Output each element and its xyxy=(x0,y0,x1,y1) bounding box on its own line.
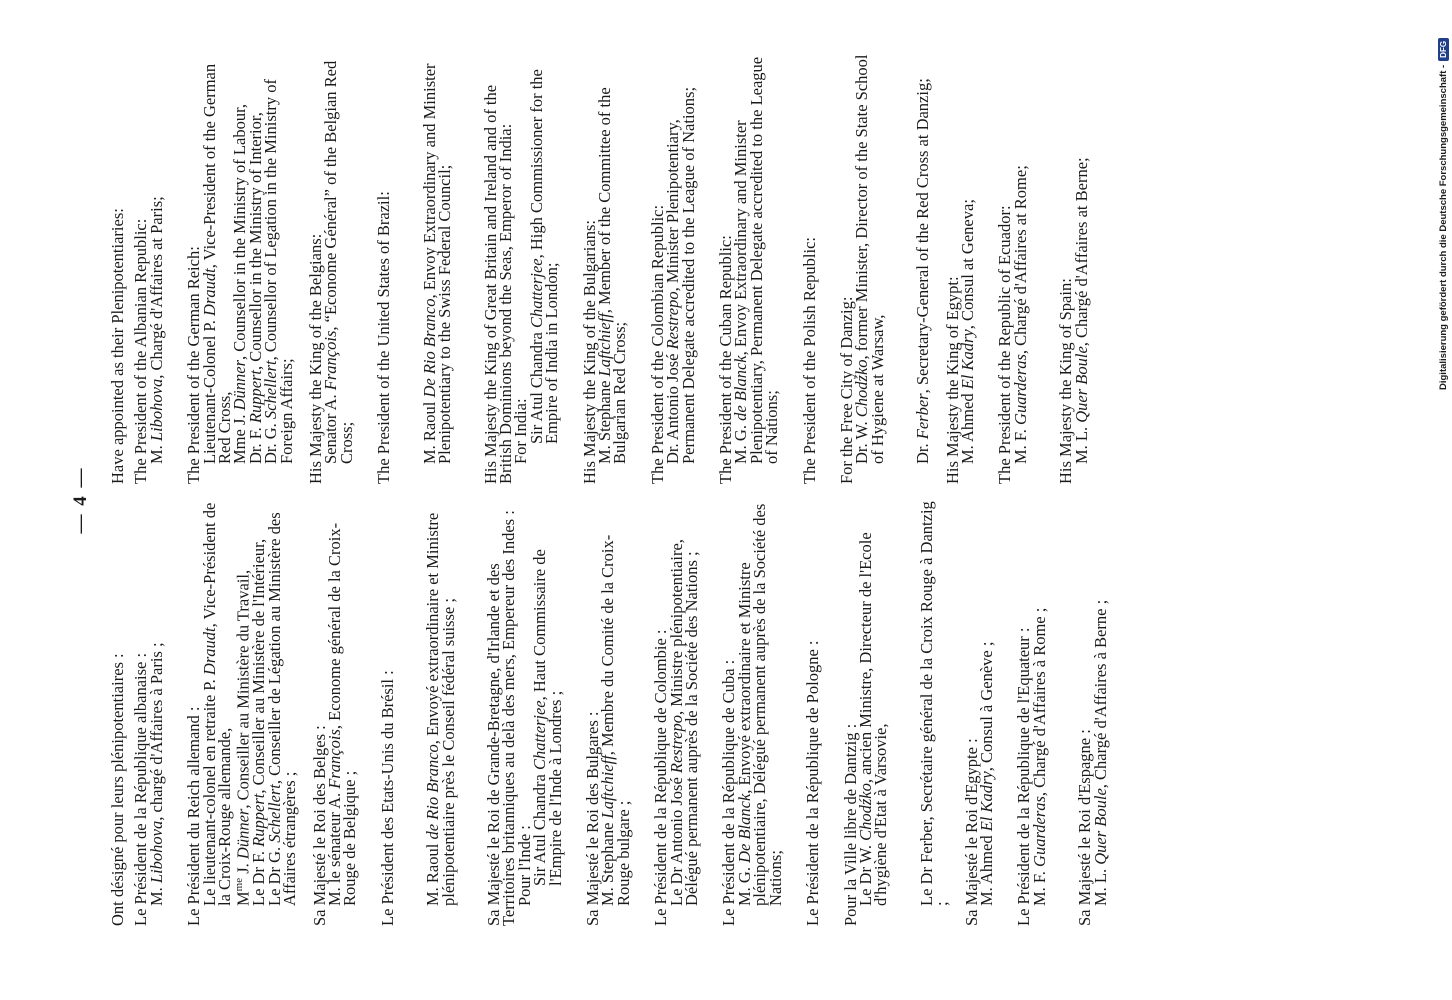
english-entry xyxy=(913,54,933,484)
french-entry-line: Le Dr Ferber, Secrétaire général de la Croix Rouge à Dantzig ; xyxy=(916,501,952,906)
french-entry-line: M. Libohova, chargé d'Affaires à Paris ; xyxy=(146,642,166,906)
english-entry xyxy=(839,54,885,484)
page-number: — 4 — xyxy=(70,466,91,534)
french-entry-head: Le Président du Reich allemand : xyxy=(184,706,204,926)
english-entry xyxy=(480,54,562,484)
english-entry-line: Dr. W. Chodźko, former Minister, Director of the State School of Hygiene at Warsaw, xyxy=(852,54,887,464)
english-entry xyxy=(419,54,455,484)
english-entries xyxy=(133,54,1089,484)
english-entry xyxy=(308,54,354,484)
french-entry-head: Sa Majesté le Roi des Bulgares : xyxy=(583,711,603,926)
french-entry xyxy=(133,496,164,926)
french-entry xyxy=(377,496,397,926)
english-entry-head: The President of the German Reich: xyxy=(184,246,204,484)
english-entry-head: The President of the Republic of Ecuador: xyxy=(995,205,1015,484)
english-entry xyxy=(1058,54,1089,484)
french-entry xyxy=(425,496,456,926)
french-entry-head: Sa Majesté le Roi de Grande-Bretagne, d'Irlande et des Territoires britanniques au delà des mers, Empereur des Indes : xyxy=(484,510,519,926)
french-entry-line: Sir Atul Chandra Chatterjee, Haut Commissaire de l'Empire de l'Inde à Londres ; xyxy=(530,549,565,886)
english-entry-head: His Majesty the King of Great Britain and Ireland and of the British Dominions beyond the Seas, Emperor of India: xyxy=(480,84,515,484)
french-entry xyxy=(585,496,631,926)
french-intro: Ont désigné pour leurs plénipotentiaires : xyxy=(108,653,127,926)
french-entry-head: Le Président de la République albanaise : xyxy=(131,652,151,926)
english-entry-line: Sir Atul Chandra Chatterjee, High Commissioner for the Empire of India in London; xyxy=(526,69,562,444)
french-entry-head: Sa Majesté le Roi des Belges : xyxy=(309,725,329,926)
english-entry xyxy=(997,54,1028,484)
english-entry-line: Dr. F. Ruppert, Counsellor in the Ministry of Interior, xyxy=(245,112,265,464)
digitization-watermark xyxy=(1414,10,1449,390)
french-entry xyxy=(1016,496,1047,926)
english-entry-line: Dr. Antonio José Restrepo, Minister Plenipotentiary, Permanent Delegate accredited to the League of Nations; xyxy=(663,86,698,464)
watermark-text: Digitalisierung gefördert durch die Deutsche Forschungsgemeinschaft - xyxy=(1437,64,1449,390)
french-entry xyxy=(916,496,952,926)
french-entry-head: Le Président de la République de Cuba : xyxy=(719,659,739,926)
french-entry-line: Le Dr Antonio José Restrepo, Ministre plénipotentiaire, Délégué permanent auprès de la Société des Nations ; xyxy=(666,539,702,906)
french-entry-head: Le Président de la République de l'Equateur : xyxy=(1014,627,1034,926)
french-entry xyxy=(803,496,823,926)
french-entry-line: Le lieutenant-colonel en retraite P. Draudt, Vice-Président de la Croix-Rouge allemande, xyxy=(199,502,235,906)
english-entry-line: M. L. Quer Boule, Chargé d'Affaires at Berne; xyxy=(1071,157,1091,464)
dfg-logo: DFG xyxy=(1438,38,1449,61)
french-entry-line: M. L. Quer Boule, Chargé d'Affaires à Berne ; xyxy=(1090,599,1110,906)
english-entry-head: For the Free City of Danzig: xyxy=(837,296,856,484)
english-column xyxy=(110,54,1089,484)
english-entry-line: M. Stephane Laftchieff, Member of the Committee of the Bulgarian Red Cross; xyxy=(594,87,630,464)
english-entry-head: The President of the Colombian Republic: xyxy=(647,204,667,484)
french-entry xyxy=(961,496,996,926)
french-entry xyxy=(184,496,300,926)
document-page xyxy=(40,54,1340,940)
english-entry xyxy=(374,54,394,484)
english-entry-head: His Majesty the King of the Belgians: xyxy=(306,233,326,484)
english-entry xyxy=(799,54,819,484)
french-entry xyxy=(486,496,563,926)
french-entry-head: Sa Majesté le Roi d'Egypte : xyxy=(961,738,981,926)
english-entry-line: Mme J. Dünner, Counsellor in the Ministry of Labour, xyxy=(230,103,250,464)
french-entry-line: M. Ahmed El Kadry, Consul à Genève ; xyxy=(976,641,996,906)
english-entry-head: The President of the Polish Republic: xyxy=(799,236,819,484)
french-entry-head: Sa Majesté le Roi d'Espagne : xyxy=(1075,729,1095,926)
english-entry xyxy=(647,54,698,484)
english-entry xyxy=(942,54,978,484)
french-entry-line: M. Raoul de Rio Branco, Envoyé extraordinaire et Ministre plénipotentiaire près le Conseil fédéral suisse ; xyxy=(423,512,458,906)
english-entry xyxy=(715,54,782,484)
french-entry-line: M. F. Guarderas, Chargé d'Affaires à Rome ; xyxy=(1029,607,1049,906)
french-entries xyxy=(133,496,1108,926)
english-entry xyxy=(186,54,294,484)
english-entry-head: The President of the Albanian Republic: xyxy=(131,218,151,484)
english-entry-line: M. F. Guarderas, Chargé d'Affaires at Rome; xyxy=(1010,165,1030,464)
french-column xyxy=(110,496,1108,926)
english-entry-line: For India: xyxy=(511,398,531,464)
english-entry-line: M. Raoul De Rio Branco, Envoy Extraordinary and Minister Plenipotentiary to the Swiss Federal Council; xyxy=(419,63,455,464)
french-entry-head: Le Président des Etats-Unis du Brésil : xyxy=(377,670,397,926)
french-entry-head: Pour la Ville libre de Dantzig : xyxy=(840,723,860,926)
english-entry-line: Dr. Ferber, Secretary-General of the Red Cross at Danzig; xyxy=(913,78,933,464)
english-entry xyxy=(133,54,164,484)
english-entry-head: The President of the United States of Brazil: xyxy=(374,191,394,484)
french-entry-line: M. le sénateur A. François, Econome général de la Croix-Rouge de Belgique ; xyxy=(324,522,360,906)
english-entry-line: M. G. de Blanck, Envoy Extraordinary and Minister Plenipotentiary, Permanent Delegate accredited to the League of Nations; xyxy=(731,56,782,464)
french-entry-line: Le Dr F. Ruppert, Conseiller au Ministère de l'Intérieur, xyxy=(249,538,269,906)
french-entry xyxy=(721,496,783,926)
french-entry-line: M. Stephane Laftchieff, Membre du Comité de la Croix-Rouge bulgare ; xyxy=(598,534,633,906)
english-entry-line: Dr. G. Schellert, Counsellor of Legation in the Ministry of Foreign Affairs; xyxy=(261,79,296,464)
english-entry-line: M. Libohova, Chargé d'Affaires at Paris; xyxy=(146,196,166,464)
english-entry-line: M. Ahmed El Kadry, Consul at Geneva; xyxy=(958,199,978,464)
french-entry xyxy=(651,496,702,926)
french-entry-line: $M^{me}$ J. Dünner, Conseiller au Ministère du Travail, xyxy=(233,569,253,906)
french-entry-head: Le Président de la République de Colombie : xyxy=(651,629,671,926)
french-entry-head: Le Président de la République de Pologne : xyxy=(803,640,823,926)
english-entry-line: Senator A. François, “Econome Général” of the Belgian Red Cross; xyxy=(321,60,356,464)
french-entry-line: Pour l'Inde : xyxy=(514,825,534,906)
french-entry xyxy=(840,496,891,926)
english-entry-head: The President of the Cuban Republic: xyxy=(715,235,735,484)
english-entry-head: His Majesty the King of the Bulgarians: xyxy=(579,220,599,484)
english-intro: Have appointed as their Plenipotentiaries: xyxy=(108,208,127,484)
french-entry xyxy=(309,496,360,926)
english-entry-line: Lieutenant-Colonel P. Draudt, Vice-President of the German Red Cross, xyxy=(199,63,235,464)
french-entry-line: M. G. De Blanck, Envoyé extraordinaire et Ministre plénipotentiaire, Délégué permanent auprès de la Société des Nations; xyxy=(734,503,785,906)
french-entry-line: Le Dr W. Chodźko, ancien Ministre, Directeur de l'Ecole d'hygiène d'Etat à Varsovie, xyxy=(855,532,891,906)
english-entry xyxy=(579,54,630,484)
french-entry-line: Le Dr G. Schellert, Conseiller de Légation au Ministère des Affaires étrangères ; xyxy=(264,512,300,906)
french-entry xyxy=(1077,496,1108,926)
english-entry-head: His Majesty the King of Spain: xyxy=(1056,278,1076,484)
english-entry-head: His Majesty the King of Egypt: xyxy=(942,276,962,484)
